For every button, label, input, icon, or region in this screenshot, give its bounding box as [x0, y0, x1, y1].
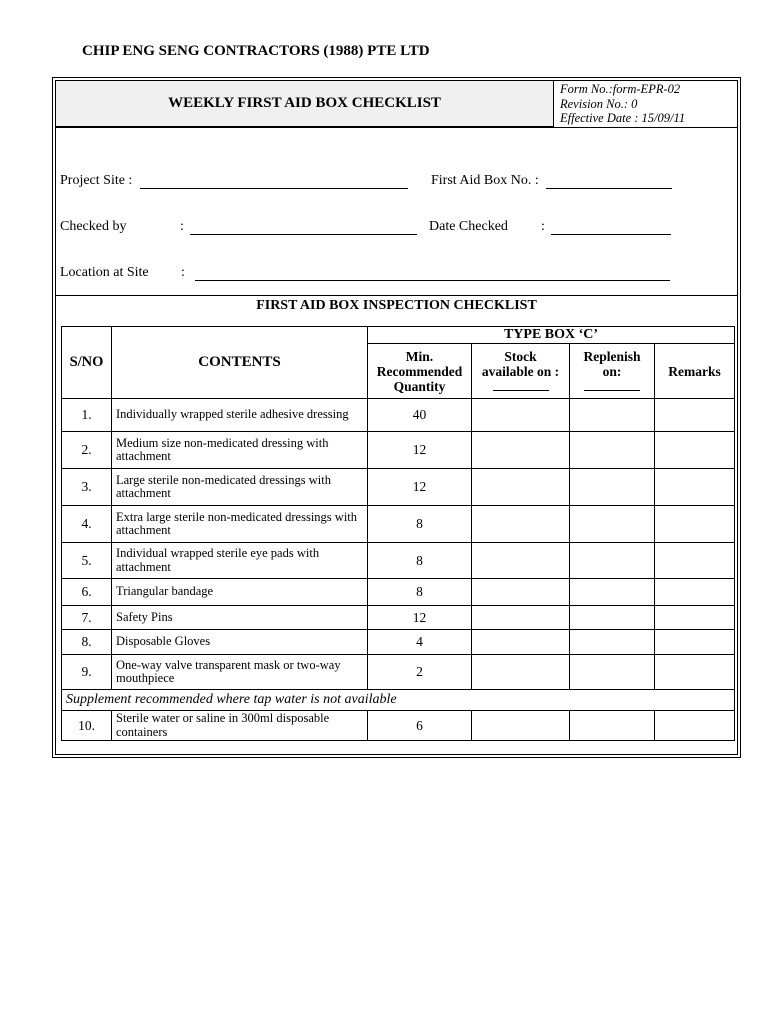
date-checked-label: Date Checked	[429, 219, 508, 234]
stock-cell[interactable]	[472, 655, 570, 690]
row-qty: 8	[368, 579, 472, 606]
stock-cell[interactable]	[472, 543, 570, 579]
replenish-cell[interactable]	[570, 711, 655, 741]
inspection-title: FIRST AID BOX INSPECTION CHECKLIST	[256, 298, 537, 313]
row-sno: 8.	[62, 630, 112, 655]
table-row	[62, 630, 735, 655]
replenish-cell[interactable]	[570, 543, 655, 579]
section-divider	[56, 295, 737, 296]
table-row	[62, 711, 735, 741]
header-min-quantity	[368, 344, 472, 399]
replenish-cell[interactable]	[570, 579, 655, 606]
header-replenish-line2: on:	[602, 363, 622, 379]
first-aid-box-no-row	[431, 173, 672, 189]
form-header	[56, 81, 737, 128]
location-colon: :	[181, 265, 185, 280]
supplement-note: Supplement recommended where tap water is not available	[62, 690, 735, 711]
row-item: Extra large sterile non-medicated dressings with attachment	[112, 506, 368, 543]
row-item: Medium size non-medicated dressing with attachment	[112, 432, 368, 469]
stock-cell[interactable]	[472, 579, 570, 606]
table-row	[62, 655, 735, 690]
header-remarks: Remarks	[655, 344, 735, 399]
first-aid-box-no-field[interactable]	[546, 173, 672, 189]
first-aid-box-no-label: First Aid Box No. :	[431, 173, 539, 188]
form-frame	[52, 77, 741, 758]
form-title: WEEKLY FIRST AID BOX CHECKLIST	[168, 95, 441, 111]
row-item: Triangular bandage	[112, 579, 368, 606]
stock-cell[interactable]	[472, 630, 570, 655]
revision-number: Revision No.: 0	[560, 96, 638, 111]
checked-by-row	[60, 219, 126, 235]
table-row	[62, 432, 735, 469]
remarks-cell[interactable]	[655, 399, 735, 432]
project-site-label: Project Site :	[60, 173, 133, 188]
date-checked-value-row	[541, 219, 671, 235]
header-min-line1: Min.	[405, 348, 434, 364]
stock-date-blank[interactable]	[493, 382, 549, 391]
row-qty: 12	[368, 432, 472, 469]
table-row	[62, 543, 735, 579]
form-frame-inner	[55, 80, 738, 755]
remarks-cell[interactable]	[655, 506, 735, 543]
row-sno: 10.	[62, 711, 112, 741]
row-qty: 12	[368, 469, 472, 506]
remarks-cell[interactable]	[655, 711, 735, 741]
header-type-box: TYPE BOX ‘C’	[368, 327, 735, 344]
header-stock-line1: Stock	[504, 348, 537, 364]
row-qty: 40	[368, 399, 472, 432]
replenish-cell[interactable]	[570, 506, 655, 543]
row-item: Individually wrapped sterile adhesive dressing	[112, 399, 368, 432]
checked-by-field[interactable]	[190, 219, 417, 235]
stock-cell[interactable]	[472, 469, 570, 506]
table-row	[62, 506, 735, 543]
location-row	[60, 265, 149, 281]
row-item: Large sterile non-medicated dressings with attachment	[112, 469, 368, 506]
project-site-field[interactable]	[140, 173, 408, 189]
row-qty: 8	[368, 506, 472, 543]
remarks-cell[interactable]	[655, 655, 735, 690]
stock-cell[interactable]	[472, 606, 570, 630]
remarks-cell[interactable]	[655, 469, 735, 506]
row-sno: 2.	[62, 432, 112, 469]
date-checked-row	[429, 219, 508, 235]
row-sno: 7.	[62, 606, 112, 630]
date-checked-colon: :	[541, 219, 545, 234]
stock-cell[interactable]	[472, 506, 570, 543]
remarks-cell[interactable]	[655, 432, 735, 469]
header-sno: S/NO	[62, 327, 112, 399]
supplement-row	[62, 690, 735, 711]
header-min-line3: Quantity	[393, 378, 446, 394]
row-qty: 4	[368, 630, 472, 655]
table-row	[62, 469, 735, 506]
row-qty: 6	[368, 711, 472, 741]
row-qty: 2	[368, 655, 472, 690]
row-sno: 9.	[62, 655, 112, 690]
replenish-cell[interactable]	[570, 432, 655, 469]
remarks-cell[interactable]	[655, 606, 735, 630]
checked-by-value-row	[180, 219, 417, 235]
location-value-row	[181, 265, 670, 281]
row-sno: 1.	[62, 399, 112, 432]
row-qty: 8	[368, 543, 472, 579]
row-item: One-way valve transparent mask or two-way mouthpiece	[112, 655, 368, 690]
header-stock-available	[472, 344, 570, 399]
table-row	[62, 606, 735, 630]
header-stock-line2: available on :	[481, 363, 560, 379]
location-label: Location at Site	[60, 265, 149, 280]
company-name: CHIP ENG SENG CONTRACTORS (1988) PTE LTD	[82, 43, 430, 59]
row-item: Sterile water or saline in 300ml disposable containers	[112, 711, 368, 741]
stock-cell[interactable]	[472, 711, 570, 741]
replenish-cell[interactable]	[570, 399, 655, 432]
checked-by-label: Checked by	[60, 219, 127, 234]
row-item: Safety Pins	[112, 606, 368, 630]
location-field[interactable]	[195, 265, 670, 281]
checked-by-colon: :	[180, 219, 184, 234]
header-replenish-line1: Replenish	[583, 348, 641, 364]
row-item: Individual wrapped sterile eye pads with attachment	[112, 543, 368, 579]
stock-cell[interactable]	[472, 399, 570, 432]
header-min-line2: Recommended	[376, 363, 463, 379]
replenish-cell[interactable]	[570, 469, 655, 506]
replenish-cell[interactable]	[570, 655, 655, 690]
project-site-row	[60, 173, 408, 189]
replenish-cell[interactable]	[570, 630, 655, 655]
row-sno: 5.	[62, 543, 112, 579]
checklist-table	[61, 326, 735, 741]
replenish-cell[interactable]	[570, 606, 655, 630]
header-replenish	[570, 344, 655, 399]
form-number: Form No.:form-EPR-02	[560, 82, 681, 96]
row-sno: 4.	[62, 506, 112, 543]
form-meta	[553, 81, 737, 127]
stock-cell[interactable]	[472, 432, 570, 469]
row-qty: 12	[368, 606, 472, 630]
remarks-cell[interactable]	[655, 630, 735, 655]
header-contents: CONTENTS	[112, 327, 368, 399]
date-checked-field[interactable]	[551, 219, 671, 235]
table-row	[62, 399, 735, 432]
remarks-cell[interactable]	[655, 543, 735, 579]
table-row	[62, 579, 735, 606]
row-item: Disposable Gloves	[112, 630, 368, 655]
effective-date: Effective Date : 15/09/11	[560, 111, 686, 125]
remarks-cell[interactable]	[655, 579, 735, 606]
row-sno: 3.	[62, 469, 112, 506]
row-sno: 6.	[62, 579, 112, 606]
replenish-date-blank[interactable]	[584, 382, 640, 391]
